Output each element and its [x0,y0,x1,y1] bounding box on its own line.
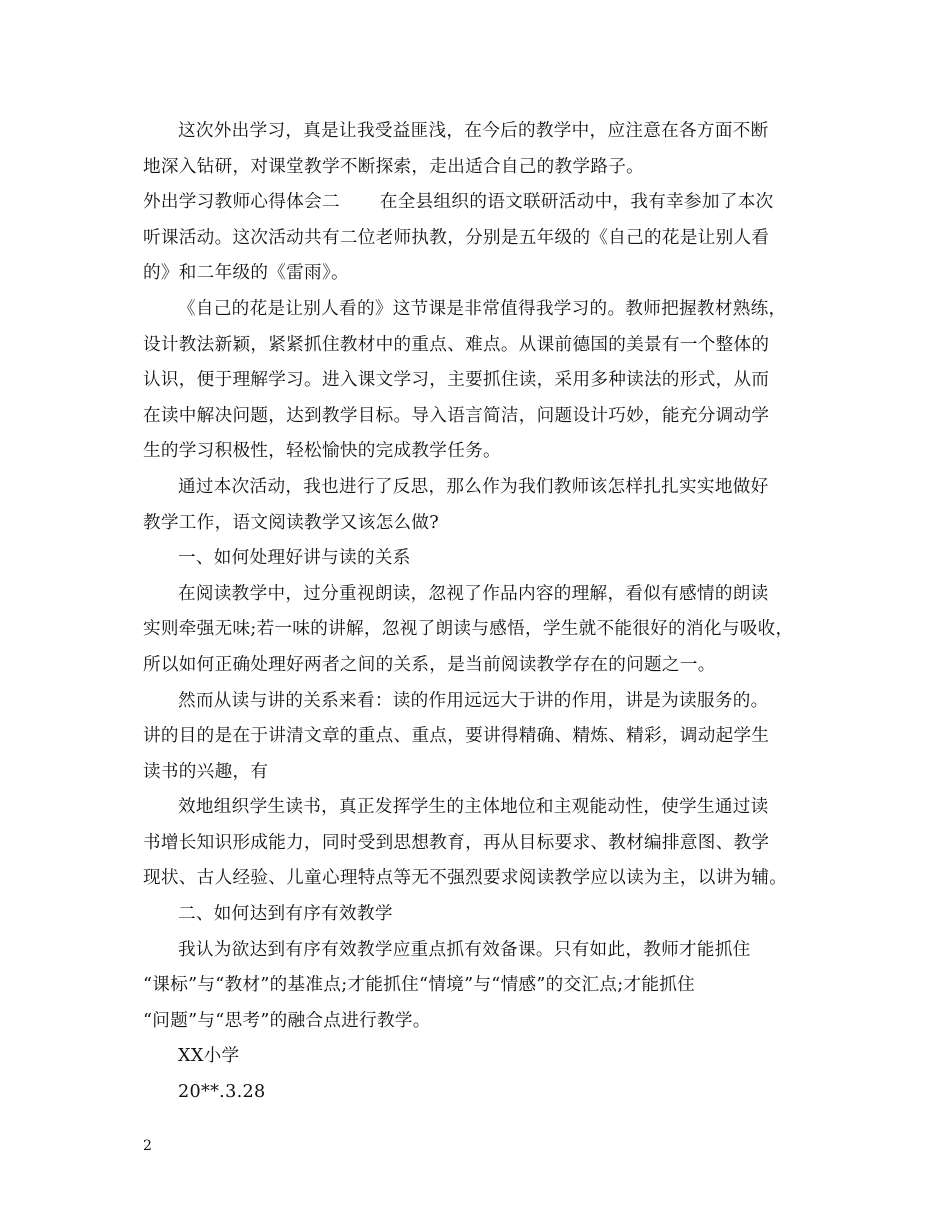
text-line-6: 《自己的花是让别人看的》这节课是非常值得我学习的。教师把握教材熟练， [178,298,787,319]
text-line-11: 通过本次活动，我也进行了反思，那么作为我们教师该怎样扎扎实实地做好 [178,476,769,497]
heading-one: 一、如何处理好讲与读的关系 [178,548,411,569]
text-line-1: 这次外出学习，真是让我受益匪浅，在今后的教学中，应注意在各方面不断 [178,121,769,141]
text-line-15: 实则牵强无味;若一味的讲解，忽视了朗读与感悟，学生就不能很好的消化与吸收， [143,619,794,640]
text-line-2: 地深入钻研，对课堂教学不断探索，走出适合自己的教学路子。 [143,156,645,177]
text-line-7: 设计教法新颖，紧紧抓住教材中的重点、难点。从课前德国的美景有一个整体的 [143,334,770,355]
document-body [143,114,811,1111]
text-line-22: 现状、古人经验、儿童心理特点等无不强烈要求阅读教学应以读为主，以讲为辅。 [143,868,788,889]
text-line-10: 生的学习积极性，轻松愉快的完成教学任务。 [143,441,501,462]
text-line-9: 在读中解决问题，达到教学目标。导入语言简洁，问题设计巧妙，能充分调动学 [143,405,770,426]
text-line-16: 所以如何正确处理好两者之间的关系，是当前阅读教学存在的问题之一。 [143,654,716,675]
text-line-4: 听课活动。这次活动共有二位老师执教，分别是五年级的《自己的花是让别人看 [143,227,770,248]
text-line-12: 教学工作，语文阅读教学又该怎么做? [143,512,440,533]
text-line-14: 在阅读教学中，过分重视朗读，忽视了作品内容的理解，看似有感情的朗读 [178,583,769,604]
document-date: 20**.3.28 [178,1082,266,1103]
text-line-3: 外出学习教师心得体会二 在全县组织的语文联研活动中，我有幸参加了本次 [143,192,774,213]
text-line-5: 的》和二年级的《雷雨》。 [143,263,349,284]
text-line-25: “课标”与“教材”的基准点;才能抓住“情境”与“情感”的交汇点;才能抓住 [143,975,696,996]
text-line-24: 我认为欲达到有序有效教学应重点抓有效备课。只有如此，教师才能抓住 [178,939,751,960]
section-title: 外出学习教师心得体会二 [143,192,340,213]
text-line-8: 认识，便于理解学习。进入课文学习，主要抓住读，采用多种读法的形式，从而 [143,370,770,391]
heading-two: 二、如何达到有序有效教学 [178,904,393,925]
page-number: 2 [143,1138,152,1154]
text-line-21: 书增长知识形成能力，同时受到思想教育，再从目标要求、教材编排意图、教学 [143,832,770,853]
school-signature: XX小学 [178,1046,240,1067]
text-line-20: 效地组织学生读书，真正发挥学生的主体地位和主观能动性，使学生通过读 [178,797,769,818]
text-line-18: 讲的目的是在于讲清文章的重点、重点，要讲得精确、精炼、精彩，调动起学生 [143,726,770,747]
text-line-19: 读书的兴趣，有 [143,761,269,782]
text-line-17: 然而从读与讲的关系来看：读的作用远远大于讲的作用，讲是为读服务的。 [178,690,769,711]
text-line-26: “问题”与“思考”的融合点进行教学。 [143,1010,431,1031]
